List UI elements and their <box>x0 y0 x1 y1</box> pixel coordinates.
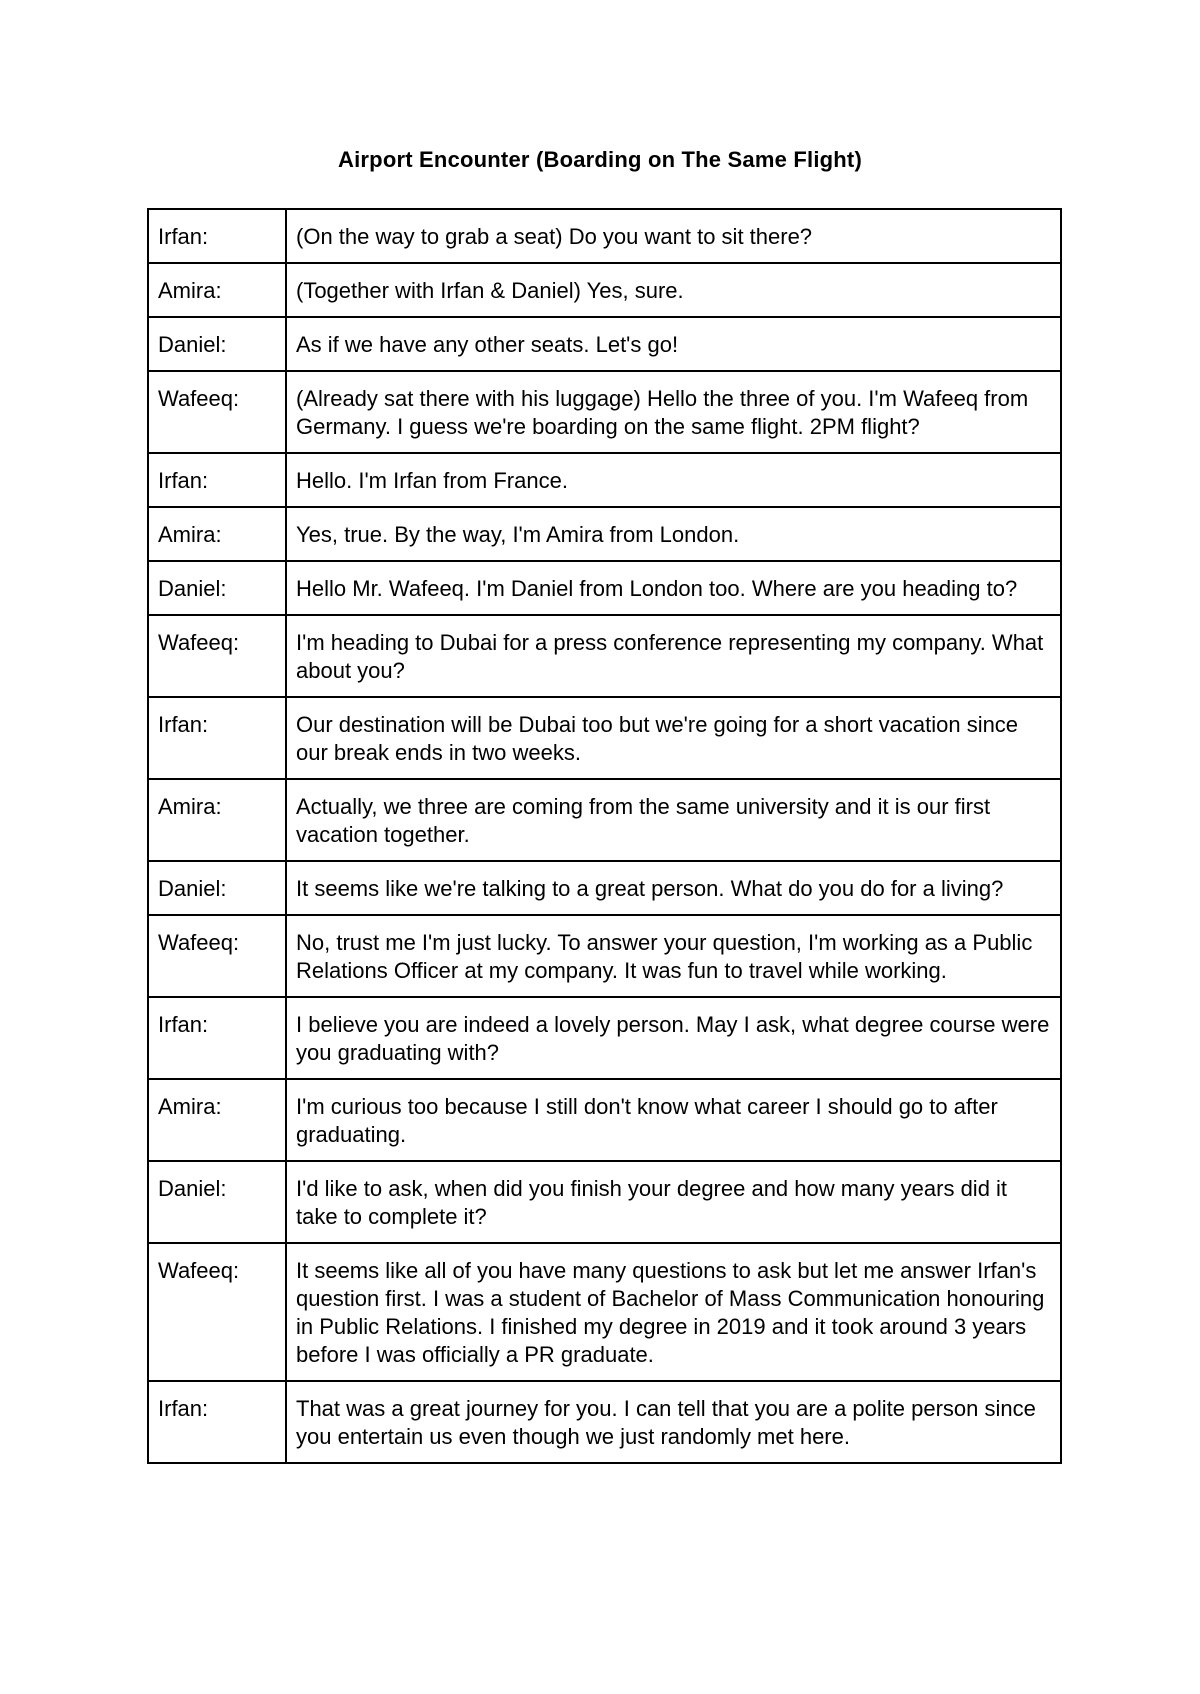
speaker-cell: Amira: <box>148 263 286 317</box>
dialogue-table <box>147 208 1062 1464</box>
dialogue-line-cell: It seems like all of you have many questions to ask but let me answer Irfan's question first. I was a student of Bachelor of Mass Communication honouring in Public Relations. I finished my degree in 2019 and it took around 3 years before I was officially a PR graduate. <box>286 1243 1061 1381</box>
dialogue-line-cell: I believe you are indeed a lovely person. May I ask, what degree course were you graduating with? <box>286 997 1061 1079</box>
dialogue-line-cell: It seems like we're talking to a great person. What do you do for a living? <box>286 861 1061 915</box>
table-row <box>148 615 1061 697</box>
dialogue-line-cell: I'd like to ask, when did you finish your degree and how many years did it take to complete it? <box>286 1161 1061 1243</box>
speaker-cell: Daniel: <box>148 861 286 915</box>
table-row <box>148 779 1061 861</box>
dialogue-line-cell: No, trust me I'm just lucky. To answer your question, I'm working as a Public Relations Officer at my company. It was fun to travel while working. <box>286 915 1061 997</box>
speaker-cell: Daniel: <box>148 317 286 371</box>
table-row <box>148 507 1061 561</box>
table-row <box>148 371 1061 453</box>
dialogue-table-body <box>148 209 1061 1463</box>
table-row <box>148 1079 1061 1161</box>
speaker-cell: Irfan: <box>148 1381 286 1463</box>
dialogue-line-cell: Actually, we three are coming from the same university and it is our first vacation together. <box>286 779 1061 861</box>
dialogue-line-cell: As if we have any other seats. Let's go! <box>286 317 1061 371</box>
speaker-cell: Irfan: <box>148 997 286 1079</box>
speaker-cell: Wafeeq: <box>148 615 286 697</box>
dialogue-line-cell: That was a great journey for you. I can tell that you are a polite person since you entertain us even though we just randomly met here. <box>286 1381 1061 1463</box>
speaker-cell: Irfan: <box>148 209 286 263</box>
dialogue-line-cell: I'm curious too because I still don't know what career I should go to after graduating. <box>286 1079 1061 1161</box>
speaker-cell: Irfan: <box>148 697 286 779</box>
speaker-cell: Wafeeq: <box>148 371 286 453</box>
dialogue-line-cell: (Together with Irfan & Daniel) Yes, sure. <box>286 263 1061 317</box>
dialogue-line-cell: (On the way to grab a seat) Do you want to sit there? <box>286 209 1061 263</box>
table-row <box>148 263 1061 317</box>
table-row <box>148 697 1061 779</box>
speaker-cell: Irfan: <box>148 453 286 507</box>
table-row <box>148 861 1061 915</box>
dialogue-line-cell: I'm heading to Dubai for a press conference representing my company. What about you? <box>286 615 1061 697</box>
speaker-cell: Amira: <box>148 1079 286 1161</box>
speaker-cell: Daniel: <box>148 1161 286 1243</box>
dialogue-line-cell: Hello. I'm Irfan from France. <box>286 453 1061 507</box>
dialogue-line-cell: Our destination will be Dubai too but we're going for a short vacation since our break ends in two weeks. <box>286 697 1061 779</box>
table-row <box>148 1161 1061 1243</box>
table-row <box>148 561 1061 615</box>
table-row <box>148 453 1061 507</box>
table-row <box>148 209 1061 263</box>
speaker-cell: Amira: <box>148 507 286 561</box>
speaker-cell: Wafeeq: <box>148 1243 286 1381</box>
table-row <box>148 1381 1061 1463</box>
table-row <box>148 997 1061 1079</box>
speaker-cell: Wafeeq: <box>148 915 286 997</box>
table-row <box>148 1243 1061 1381</box>
dialogue-line-cell: Hello Mr. Wafeeq. I'm Daniel from London too. Where are you heading to? <box>286 561 1061 615</box>
table-row <box>148 915 1061 997</box>
dialogue-line-cell: Yes, true. By the way, I'm Amira from London. <box>286 507 1061 561</box>
speaker-cell: Amira: <box>148 779 286 861</box>
speaker-cell: Daniel: <box>148 561 286 615</box>
table-row <box>148 317 1061 371</box>
dialogue-line-cell: (Already sat there with his luggage) Hello the three of you. I'm Wafeeq from Germany. I guess we're boarding on the same flight. 2PM flight? <box>286 371 1061 453</box>
document-title: Airport Encounter (Boarding on The Same Flight) <box>338 147 862 172</box>
